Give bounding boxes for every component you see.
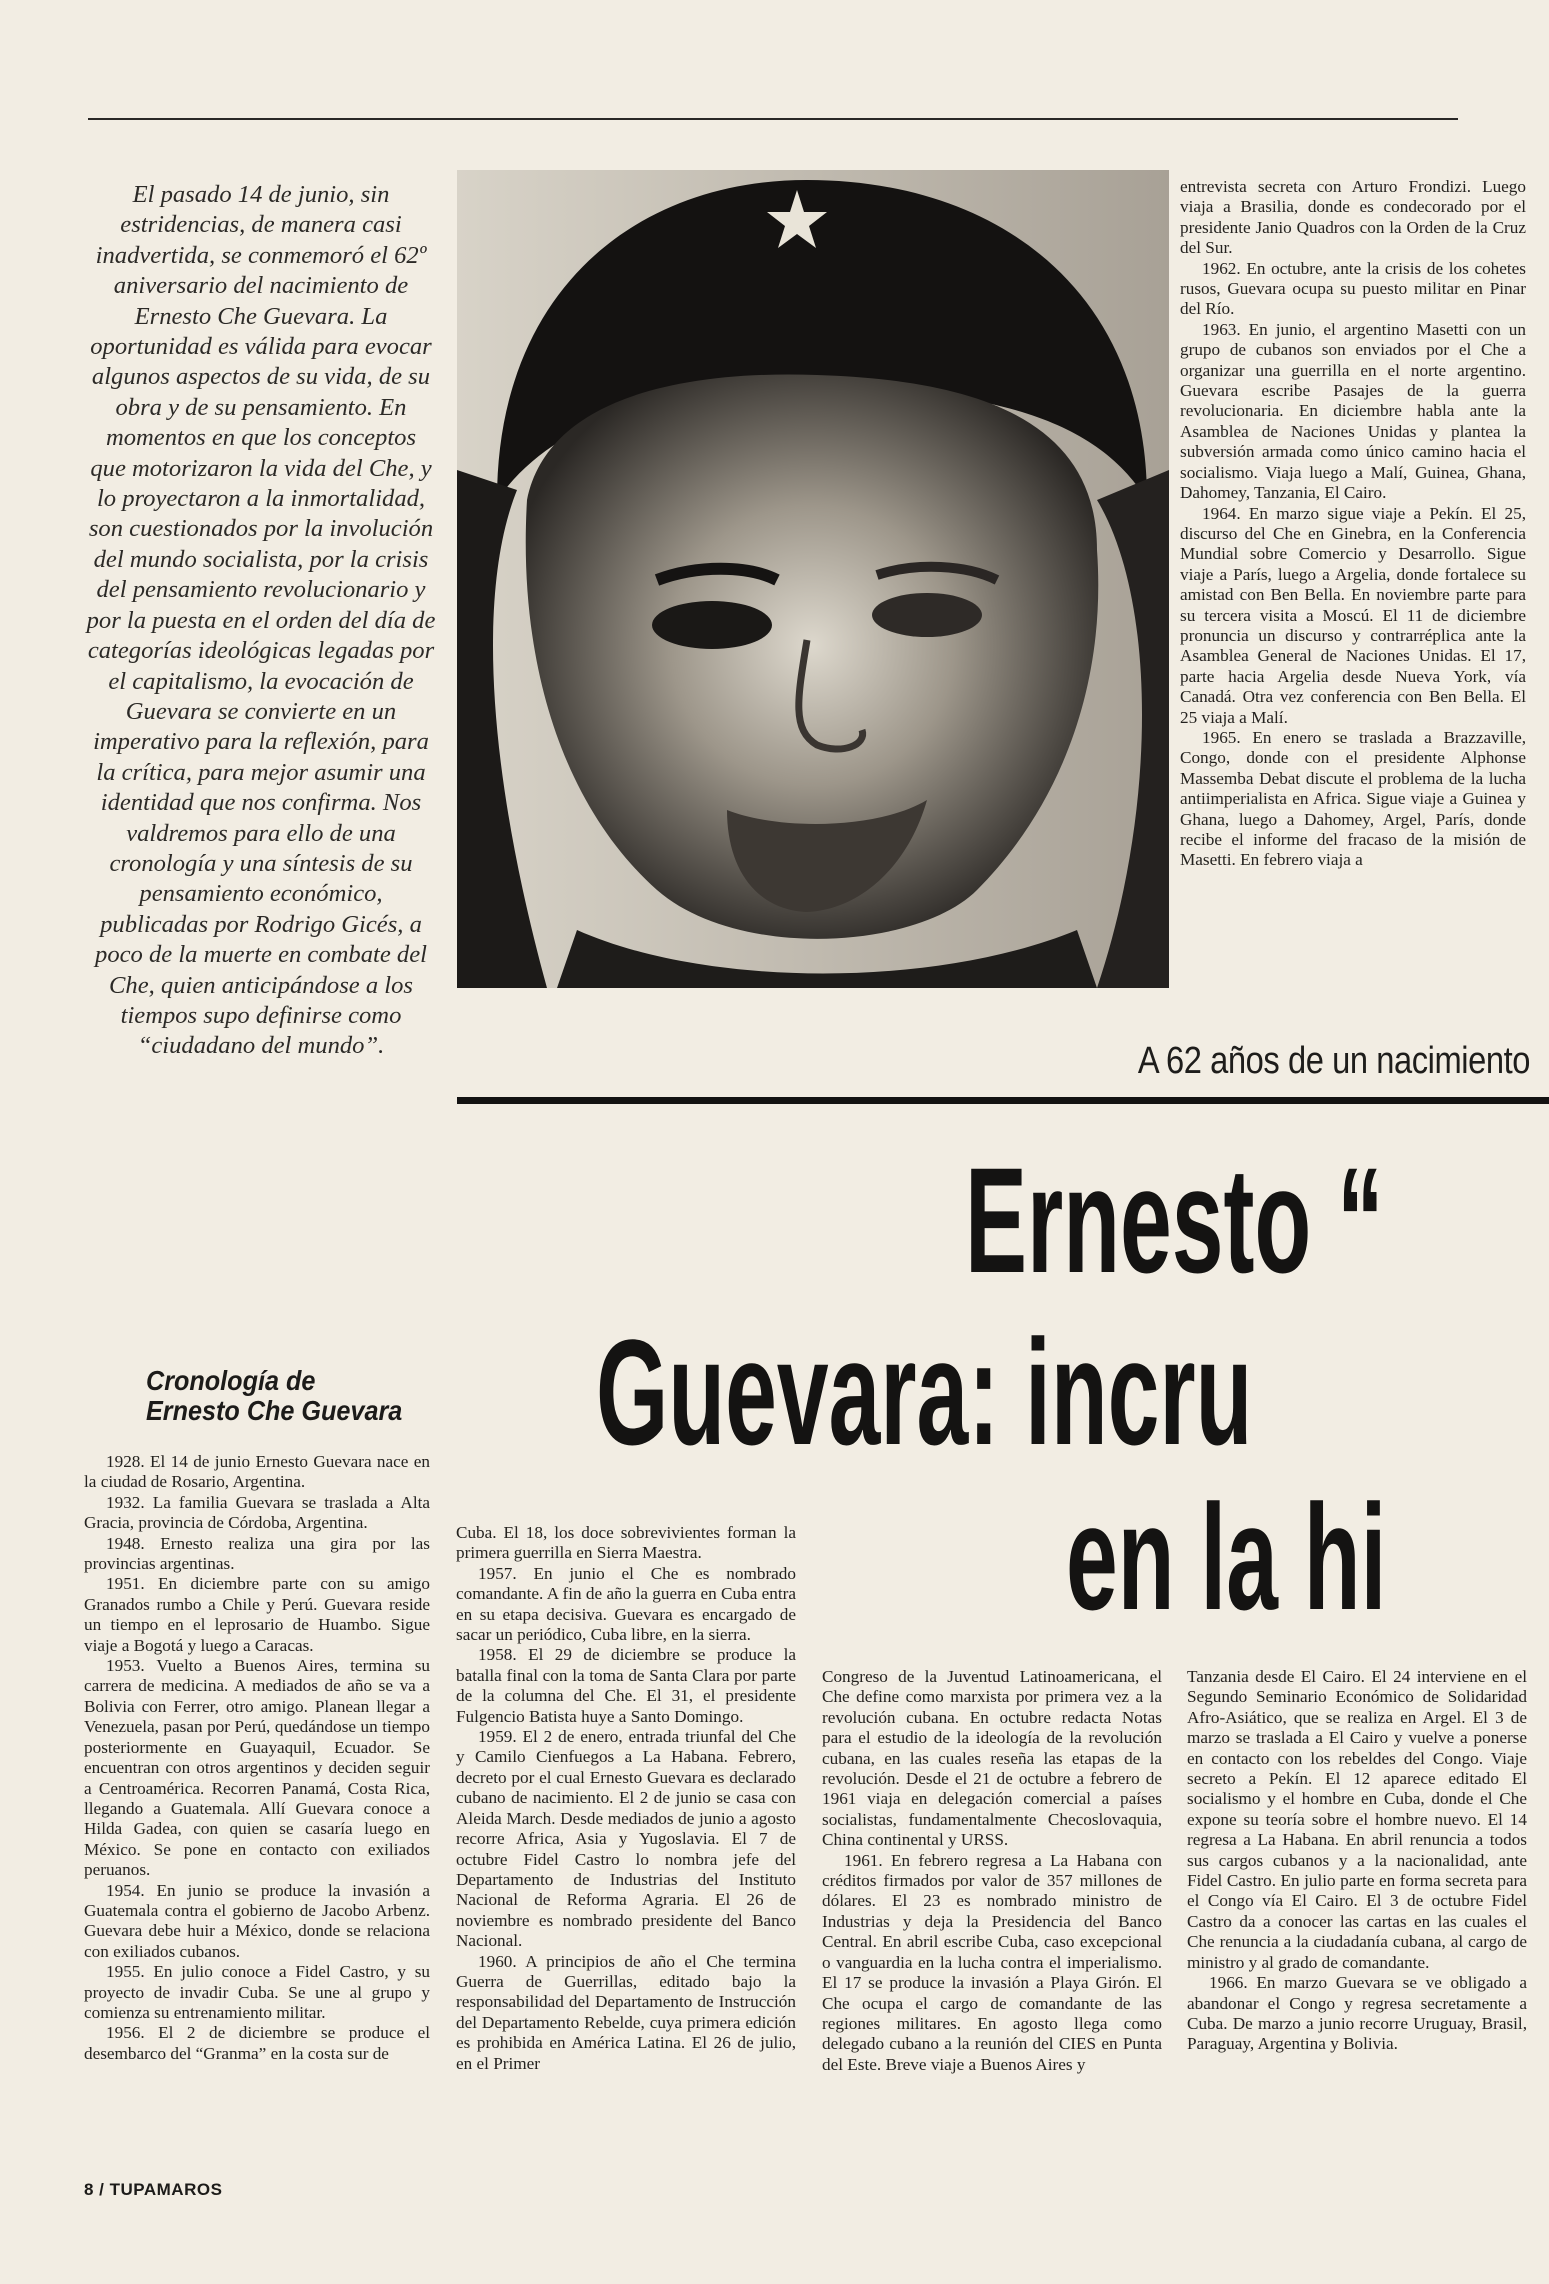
cronologia-title bbox=[146, 1366, 416, 1426]
column-3 bbox=[822, 1667, 1162, 2075]
paragraph: 1960. A principios de año el Che termina Guerra de Guerrillas, editado bajo la responsabilidad del Departamento de Instrucción del Departamento Rebelde, cuya primera edición es prohibida en América Latina. El 26 de julio, en el Primer bbox=[456, 1951, 796, 2073]
page-footer: 8 / TUPAMAROS bbox=[84, 2180, 223, 2199]
headline-line-1: Ernesto “ bbox=[965, 1136, 1384, 1304]
intro-text: El pasado 14 de junio, sin estridencias, de manera casi inadvertida, se conmemoró el 62º aniversario del nacimiento de Ernesto Che Guevara. La oportunidad es válida para evocar algunos aspectos de su vida, de su obra y de su pensamiento. En momentos en que los conceptos que motorizaron la vida del Che, y lo proyectaron a la inmortalidad, son cuestionados por la involución del mundo socialista, por la crisis del pensamiento revolucionario y por la puesta en el orden del día de categorías ideológicas legadas por el capitalismo, la evocación de Guevara se convierte en un imperativo para la reflexión, para la crítica, para mejor asumir una identidad que nos confirma. Nos valdremos para ello de una cronología y una síntesis de su pensamiento económico, publicadas por Rodrigo Gicés, a poco de la muerte en combate del Che, quien anticipándose a los tiempos supo definirse como “ciudadano del mundo”. bbox=[86, 181, 436, 1060]
paragraph: 1932. La familia Guevara se traslada a Alta Gracia, provincia de Córdoba, Argentina. bbox=[84, 1492, 430, 1533]
paragraph: 1928. El 14 de junio Ernesto Guevara nace en la ciudad de Rosario, Argentina. bbox=[84, 1452, 430, 1492]
headline-line-3: en la hi bbox=[1066, 1473, 1387, 1641]
headline-line-2: Guevara: incru bbox=[596, 1308, 1253, 1476]
column-4 bbox=[1187, 1667, 1527, 2055]
paragraph: entrevista secreta con Arturo Frondizi. Luego viaja a Brasilia, donde es condecorado por el presidente Janio Quadros con la Orden de la Cruz del Sur. bbox=[1180, 177, 1526, 258]
column-1 bbox=[84, 1452, 430, 2064]
subtitle: A 62 años de un nacimiento bbox=[1137, 1040, 1530, 1082]
cronologia-title-line-1: Cronología de bbox=[146, 1365, 316, 1396]
portrait-photo bbox=[457, 170, 1169, 988]
top-rule bbox=[88, 118, 1458, 120]
headline-bar bbox=[457, 1097, 1549, 1104]
cronologia-title-line-2: Ernesto Che Guevara bbox=[146, 1395, 403, 1426]
paragraph: 1963. En junio, el argentino Masetti con un grupo de cubanos son enviados por el Che a organizar una guerrilla en el norte argentino. Guevara escribe Pasajes de la guerra revolucionaria. En diciembre habla ante la Asamblea de Naciones Unidas y plantea la subversión armada como único camino hacia el socialismo. Viaja luego a Malí, Guinea, Ghana, Dahomey, Tanzania, El Cairo. bbox=[1180, 319, 1526, 503]
paragraph: Congreso de la Juventud Latinoamericana, el Che define como marxista por primera vez a la revolución cubana. En octubre redacta Notas para el estudio de la ideología de la revolución cubana, en las cuales reseña las etapas de la revolución. Desde el 21 de octubre a febrero de 1961 viaja en delegación comercial a países socialistas, fundamentalmente Checoslovaquia, China continental y URSS. bbox=[822, 1667, 1162, 1850]
paragraph: 1962. En octubre, ante la crisis de los cohetes rusos, Guevara ocupa su puesto militar en Pinar del Río. bbox=[1180, 258, 1526, 319]
paragraph: 1964. En marzo sigue viaje a Pekín. El 25, discurso del Che en Ginebra, en la Conferencia Mundial sobre Comercio y Desarrollo. Sigue viaje a París, luego a Argelia, donde fortalece su amistad con Ben Bella. En noviembre parte para su tercera visita a Moscú. El 11 de diciembre pronuncia un discurso y contrarréplica ante la Asamblea General de Naciones Unidas. El 17, parte hacia Argelia desde Nueva York, vía Canadá. Otra vez conferencia con Ben Bella. El 25 viaja a Malí. bbox=[1180, 503, 1526, 727]
paragraph: 1955. En julio conoce a Fidel Castro, y su proyecto de invadir Cuba. Se une al grupo y comienza su entrenamiento militar. bbox=[84, 1962, 430, 2022]
paragraph: 1959. El 2 de enero, entrada triunfal del Che y Camilo Cienfuegos a La Habana. Febrero, decreto por el cual Ernesto Guevara es declarado cubano de nacimiento. El 2 de junio se casa con Aleida March. Desde mediados de junio a agosto recorre Africa, Asia y Yugoslavia. El 7 de octubre Fidel Castro lo nombra jefe del Departamento de Industrias del Instituto Nacional de Reforma Agraria. El 26 de noviembre es nombrado presidente del Banco Nacional. bbox=[456, 1727, 796, 1951]
paragraph: 1961. En febrero regresa a La Habana con créditos firmados por valor de 357 millones de dólares. El 23 es nombrado ministro de Industrias y deja la Presidencia del Banco Central. En abril escribe Cuba, caso excepcional o vanguardia en la lucha contra el imperialismo. El 17 se produce la invasión a Playa Girón. El Che ocupa el cargo de comandante de las regiones militares. En agosto llega como delegado cubano a la reunión del CIES en Punta del Este. Breve viaje a Buenos Aires y bbox=[822, 1850, 1162, 2074]
paragraph: 1951. En diciembre parte con su amigo Granados rumbo a Chile y Perú. Guevara reside un tiempo en el leprosario de Huambo. Sigue viaje a Bogotá y luego a Caracas. bbox=[84, 1574, 430, 1655]
paragraph: Cuba. El 18, los doce sobrevivientes forman la primera guerrilla en Sierra Maestra. bbox=[456, 1523, 796, 1563]
paragraph: 1957. En junio el Che es nombrado comandante. A fin de año la guerra en Cuba entra en su etapa decisiva. Guevara es encargado de sacar un periódico, Cuba libre, en la sierra. bbox=[456, 1563, 796, 1645]
paragraph: 1954. En junio se produce la invasión a Guatemala contra el gobierno de Jacobo Arbenz. Guevara debe huir a México, donde se relaciona con exiliados cubanos. bbox=[84, 1880, 430, 1961]
paragraph: 1953. Vuelto a Buenos Aires, termina su carrera de medicina. A mediados de año se va a Bolivia con Ferrer, otro amigo. Planean llegar a Venezuela, pasan por Perú, quedándose un tiempo posteriormente en Guayaquil, Ecuador. Se encuentran con otros argentinos y deciden seguir a Centroamérica. Recorren Panamá, Costa Rica, llegando a Guatemala. Allí Guevara conoce a Hilda Gadea, con quien se casaría luego en México. Se pone en contacto con exiliados peruanos. bbox=[84, 1656, 430, 1880]
che-guevara-portrait-icon bbox=[457, 170, 1169, 988]
paragraph: 1948. Ernesto realiza una gira por las provincias argentinas. bbox=[84, 1533, 430, 1574]
paragraph: 1965. En enero se traslada a Brazzaville, Congo, donde con el presidente Alphonse Massemba Debat discute el problema de la lucha antiimperialista en Africa. Sigue viaje a Guinea y Ghana, luego a Dahomey, Argel, París, donde recibe el informe del fracaso de la misión de Masetti. En febrero viaja a bbox=[1180, 727, 1526, 870]
column-right-top bbox=[1180, 177, 1526, 871]
paragraph: 1956. El 2 de diciembre se produce el desembarco del “Granma” en la costa sur de bbox=[84, 2023, 430, 2063]
paragraph: 1966. En marzo Guevara se ve obligado a abandonar el Congo y regresa secretamente a Cuba. De marzo a junio recorre Uruguay, Brasil, Paraguay, Argentina y Bolivia. bbox=[1187, 1973, 1527, 2054]
column-2 bbox=[456, 1523, 796, 2074]
paragraph: Tanzania desde El Cairo. El 24 interviene en el Segundo Seminario Económico de Solidaridad Afro-Asiático, que se realiza en Argel. El 3 de marzo se traslada a El Cairo y vuelve a ponerse en contacto con los rebeldes del Congo. Viaje secreto a Pekín. El 12 aparece editado El socialismo y el hombre en Cuba, donde el Che expone su teoría sobre el hombre nuevo. El 14 regresa a La Habana. En abril renuncia a todos sus cargos cubanos y a la nacionalidad, ante Fidel Castro. En julio parte en forma secreta para el Congo vía El Cairo. El 3 de octubre Fidel Castro da a conocer las cartas en las cuales el Che renuncia a la ciudadanía cubana, al cargo de ministro y al grado de comandante. bbox=[1187, 1667, 1527, 1972]
paragraph: 1958. El 29 de diciembre se produce la batalla final con la toma de Santa Clara por parte de la columna del Che. El 31, el presidente Fulgencio Batista huye a Santo Domingo. bbox=[456, 1645, 796, 1726]
